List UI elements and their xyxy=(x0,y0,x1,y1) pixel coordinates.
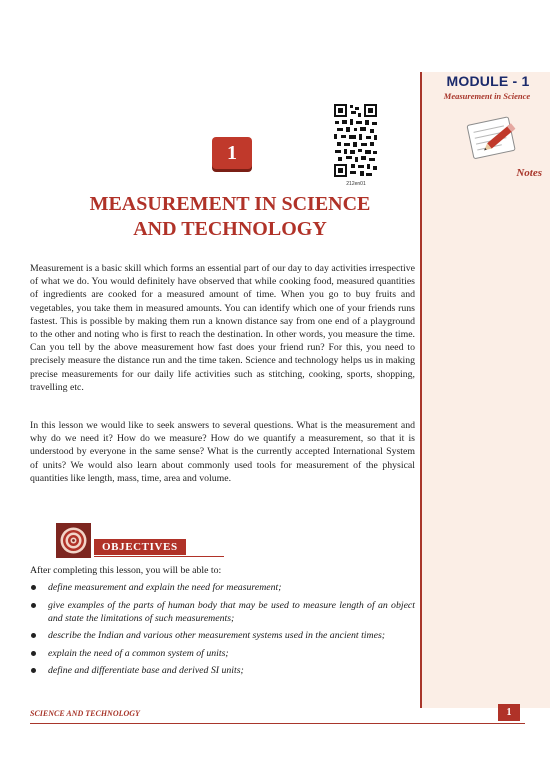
objective-text: define and differentiate base and derived SI units; xyxy=(48,665,244,676)
objective-text: describe the Indian and various other measurement systems used in the ancient times; xyxy=(48,630,386,641)
qr-code-icon[interactable] xyxy=(333,103,378,178)
objective-text: define measurement and explain the need for measurement; xyxy=(48,582,282,593)
list-item xyxy=(30,629,415,642)
list-item xyxy=(30,581,415,594)
list-item xyxy=(30,599,415,625)
objectives-intro: After completing this lesson, you will be able to: xyxy=(30,565,222,576)
objectives-underline xyxy=(94,556,224,557)
chapter-title-line1: MEASUREMENT IN SCIENCE xyxy=(89,193,371,215)
bullet-icon xyxy=(31,668,36,673)
list-item xyxy=(30,664,415,677)
list-item xyxy=(30,647,415,660)
bullet-icon xyxy=(31,651,36,656)
objective-text: explain the need of a common system of units; xyxy=(48,647,229,659)
module-subtitle: Measurement in Science xyxy=(443,91,531,101)
bullet-icon xyxy=(31,585,36,590)
qr-code-label: 212en01 xyxy=(346,181,366,187)
margin-divider xyxy=(420,72,422,708)
page-number: 1 xyxy=(498,704,520,721)
objectives-list xyxy=(30,581,415,682)
objectives-heading: OBJECTIVES xyxy=(94,539,186,555)
target-icon xyxy=(56,523,91,558)
notes-label: Notes xyxy=(516,167,542,179)
bullet-icon xyxy=(31,603,36,608)
notepad-pencil-icon xyxy=(466,114,524,160)
chapter-title-line2: AND TECHNOLOGY xyxy=(133,218,327,240)
chapter-number-badge: 1 xyxy=(212,137,252,169)
intro-paragraph-2: In this lesson we would like to seek answers to several questions. What is the measurement and why do we need it? How do we measure? How do we quantify a measurement, so that it is understood by everyone in the same sense? What is the currently accepted International System of units? We would also learn about commonly used tools for measurement of the physical quantities like length, mass, time, area and volume. xyxy=(30,420,415,484)
footer-book-title: SCIENCE AND TECHNOLOGY xyxy=(30,709,140,718)
objective-text: give examples of the parts of human body that may be used to measure length of an object and state the limitations of such measurements; xyxy=(48,599,415,624)
intro-paragraph-1: Measurement is a basic skill which forms an essential part of our day to day activities irrespective of what we do. You would definitely have observed that while cooking food, measured quantities of ingredients are cooked for a measured amount of time. When you go to buy fruits and vegetables, you take them in measured amounts. You can identify which one of your friends runs fastest. This is possible by making them run a known distance say from one end of a playground to the other and noting who is first to reach the destination. In other words, you measure the time. Can you tell by the above measurement how fast does your friend run? For this, you need to precisely measure the distance run and the time taken. Science and technology helps us in making precise measurements for our daily life activities such as stitching, cooking, sports, shopping, travelling etc. xyxy=(30,263,415,393)
footer-divider xyxy=(30,723,525,724)
bullet-icon xyxy=(31,633,36,638)
chapter-title xyxy=(30,192,430,242)
module-title: MODULE - 1 xyxy=(446,73,530,89)
